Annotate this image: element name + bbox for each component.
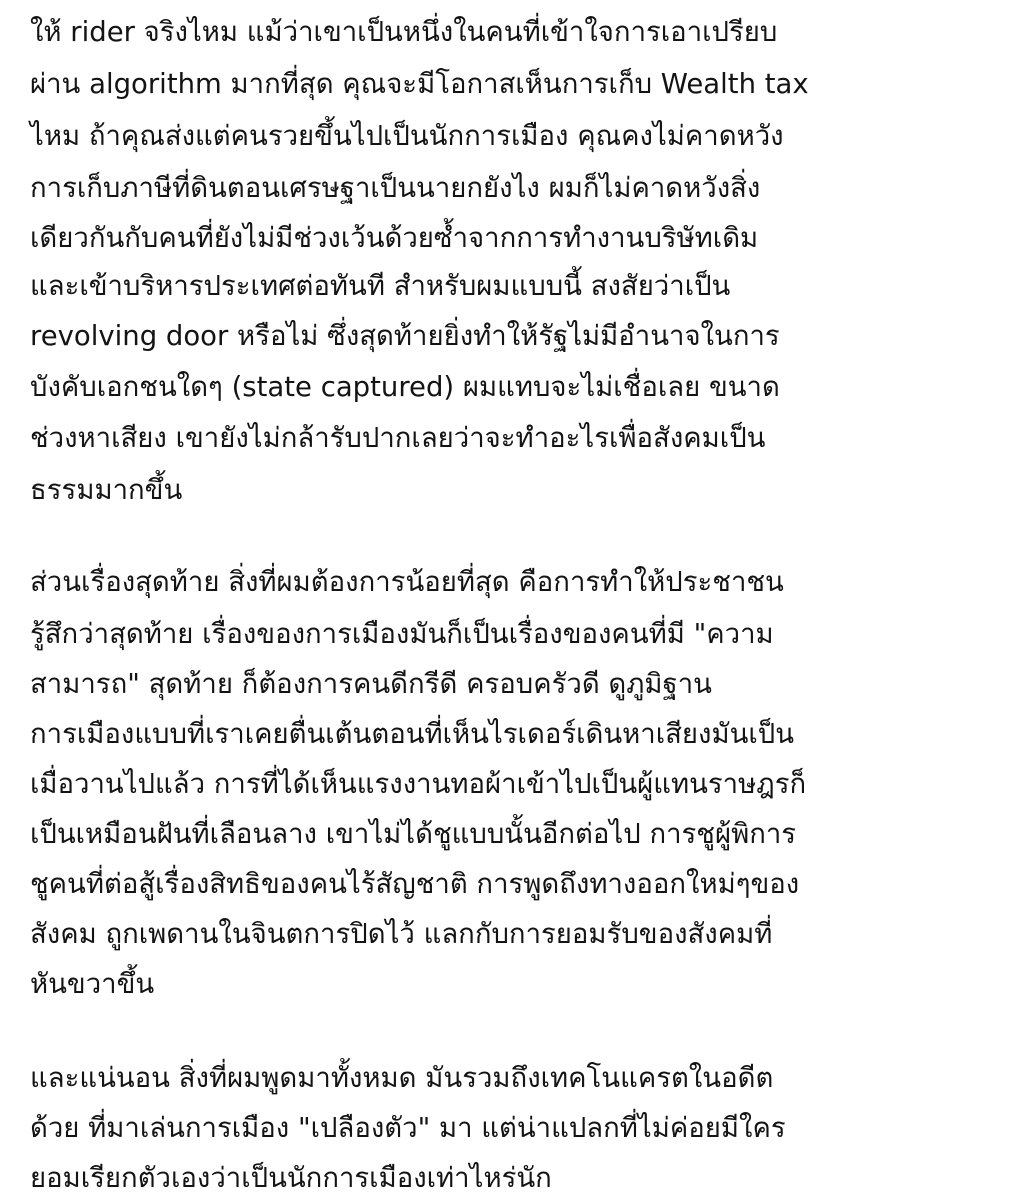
paragraph-3-line-3: ยอมเรียกตัวเองว่าเป็นนักการเมืองเท่าไหร่นัก: [30, 1162, 552, 1194]
paragraph-2-line-5: เมื่อวานไปแล้ว การที่ได้เห็นแรงงานทอผ้าเข้าไปเป็นผู้แทนราษฎรก็: [30, 768, 807, 800]
paragraph-2-line-1: ส่วนเรื่องสุดท้าย สิ่งที่ผมต้องการน้อยที่สุด คือการทำให้ประชาชน: [30, 566, 784, 598]
paragraph-3-line-2: ด้วย ที่มาเล่นการเมือง "เปลืองตัว" มา แต่น่าแปลกที่ไม่ค่อยมีใคร: [30, 1112, 786, 1144]
paragraph-2-line-6: เป็นเหมือนฝันที่เลือนลาง เขาไม่ได้ชูแบบนั้นอีกต่อไป การชูผู้พิการ: [30, 818, 797, 850]
paragraph-1-line-9: ช่วงหาเสียง เขายังไม่กล้ารับปากเลยว่าจะทำอะไรเพื่อสังคมเป็น: [30, 422, 766, 454]
paragraph-1-line-6: และเข้าบริหารประเทศต่อทันที สำหรับผมแบบนี้ สงสัยว่าเป็น: [30, 270, 731, 302]
top-crop-edge: [0, 0, 1030, 4]
paragraph-1-line-7: revolving door หรือไม่ ซึ่งสุดท้ายยิ่งทำให้รัฐไม่มีอำนาจในการ: [30, 320, 780, 352]
paragraph-2-line-4: การเมืองแบบที่เราเคยตื่นเต้นตอนที่เห็นไรเดอร์เดินหาเสียงมันเป็น: [30, 718, 795, 750]
paragraph-2-line-7: ชูคนที่ต่อสู้เรื่องสิทธิของคนไร้สัญชาติ การพูดถึงทางออกใหม่ๆของ: [30, 868, 800, 900]
paragraph-1-line-3: ไหม ถ้าคุณส่งแต่คนรวยขึ้นไปเป็นนักการเมือง คุณคงไม่คาดหวัง: [30, 120, 784, 152]
paragraph-2-line-3: สามารถ" สุดท้าย ก็ต้องการคนดีกรีดี ครอบครัวดี ดูภูมิฐาน: [30, 668, 712, 700]
paragraph-3-line-1: และแน่นอน สิ่งที่ผมพูดมาทั้งหมด มันรวมถึงเทคโนแครตในอดีต: [30, 1062, 774, 1094]
paragraph-1-line-2: ผ่าน algorithm มากที่สุด คุณจะมีโอกาสเห็นการเก็บ Wealth tax: [30, 68, 809, 100]
paragraph-1-line-1: ให้ rider จริงไหม แม้ว่าเขาเป็นหนึ่งในคนที่เข้าใจการเอาเปรียบ: [30, 16, 778, 48]
paragraph-1-line-4: การเก็บภาษีที่ดินตอนเศรษฐาเป็นนายกยังไง ผมก็ไม่คาดหวังสิ่ง: [30, 172, 761, 204]
paragraph-2-line-2: รู้สึกว่าสุดท้าย เรื่องของการเมืองมันก็เป็นเรื่องของคนที่มี "ความ: [30, 618, 774, 650]
paragraph-1-line-10: ธรรมมากขึ้น: [30, 474, 183, 506]
paragraph-2-line-9: หันขวาขึ้น: [30, 968, 155, 1000]
paragraph-1-line-8: บังคับเอกชนใดๆ (state captured) ผมแทบจะไม่เชื่อเลย ขนาด: [30, 371, 780, 403]
paragraph-1-line-5: เดียวกันกับคนที่ยังไม่มีช่วงเว้นด้วยซ้ำจากการทำงานบริษัทเดิม: [30, 222, 759, 254]
paragraph-2-line-8: สังคม ถูกเพดานในจินตการปิดไว้ แลกกับการยอมรับของสังคมที่: [30, 918, 773, 950]
